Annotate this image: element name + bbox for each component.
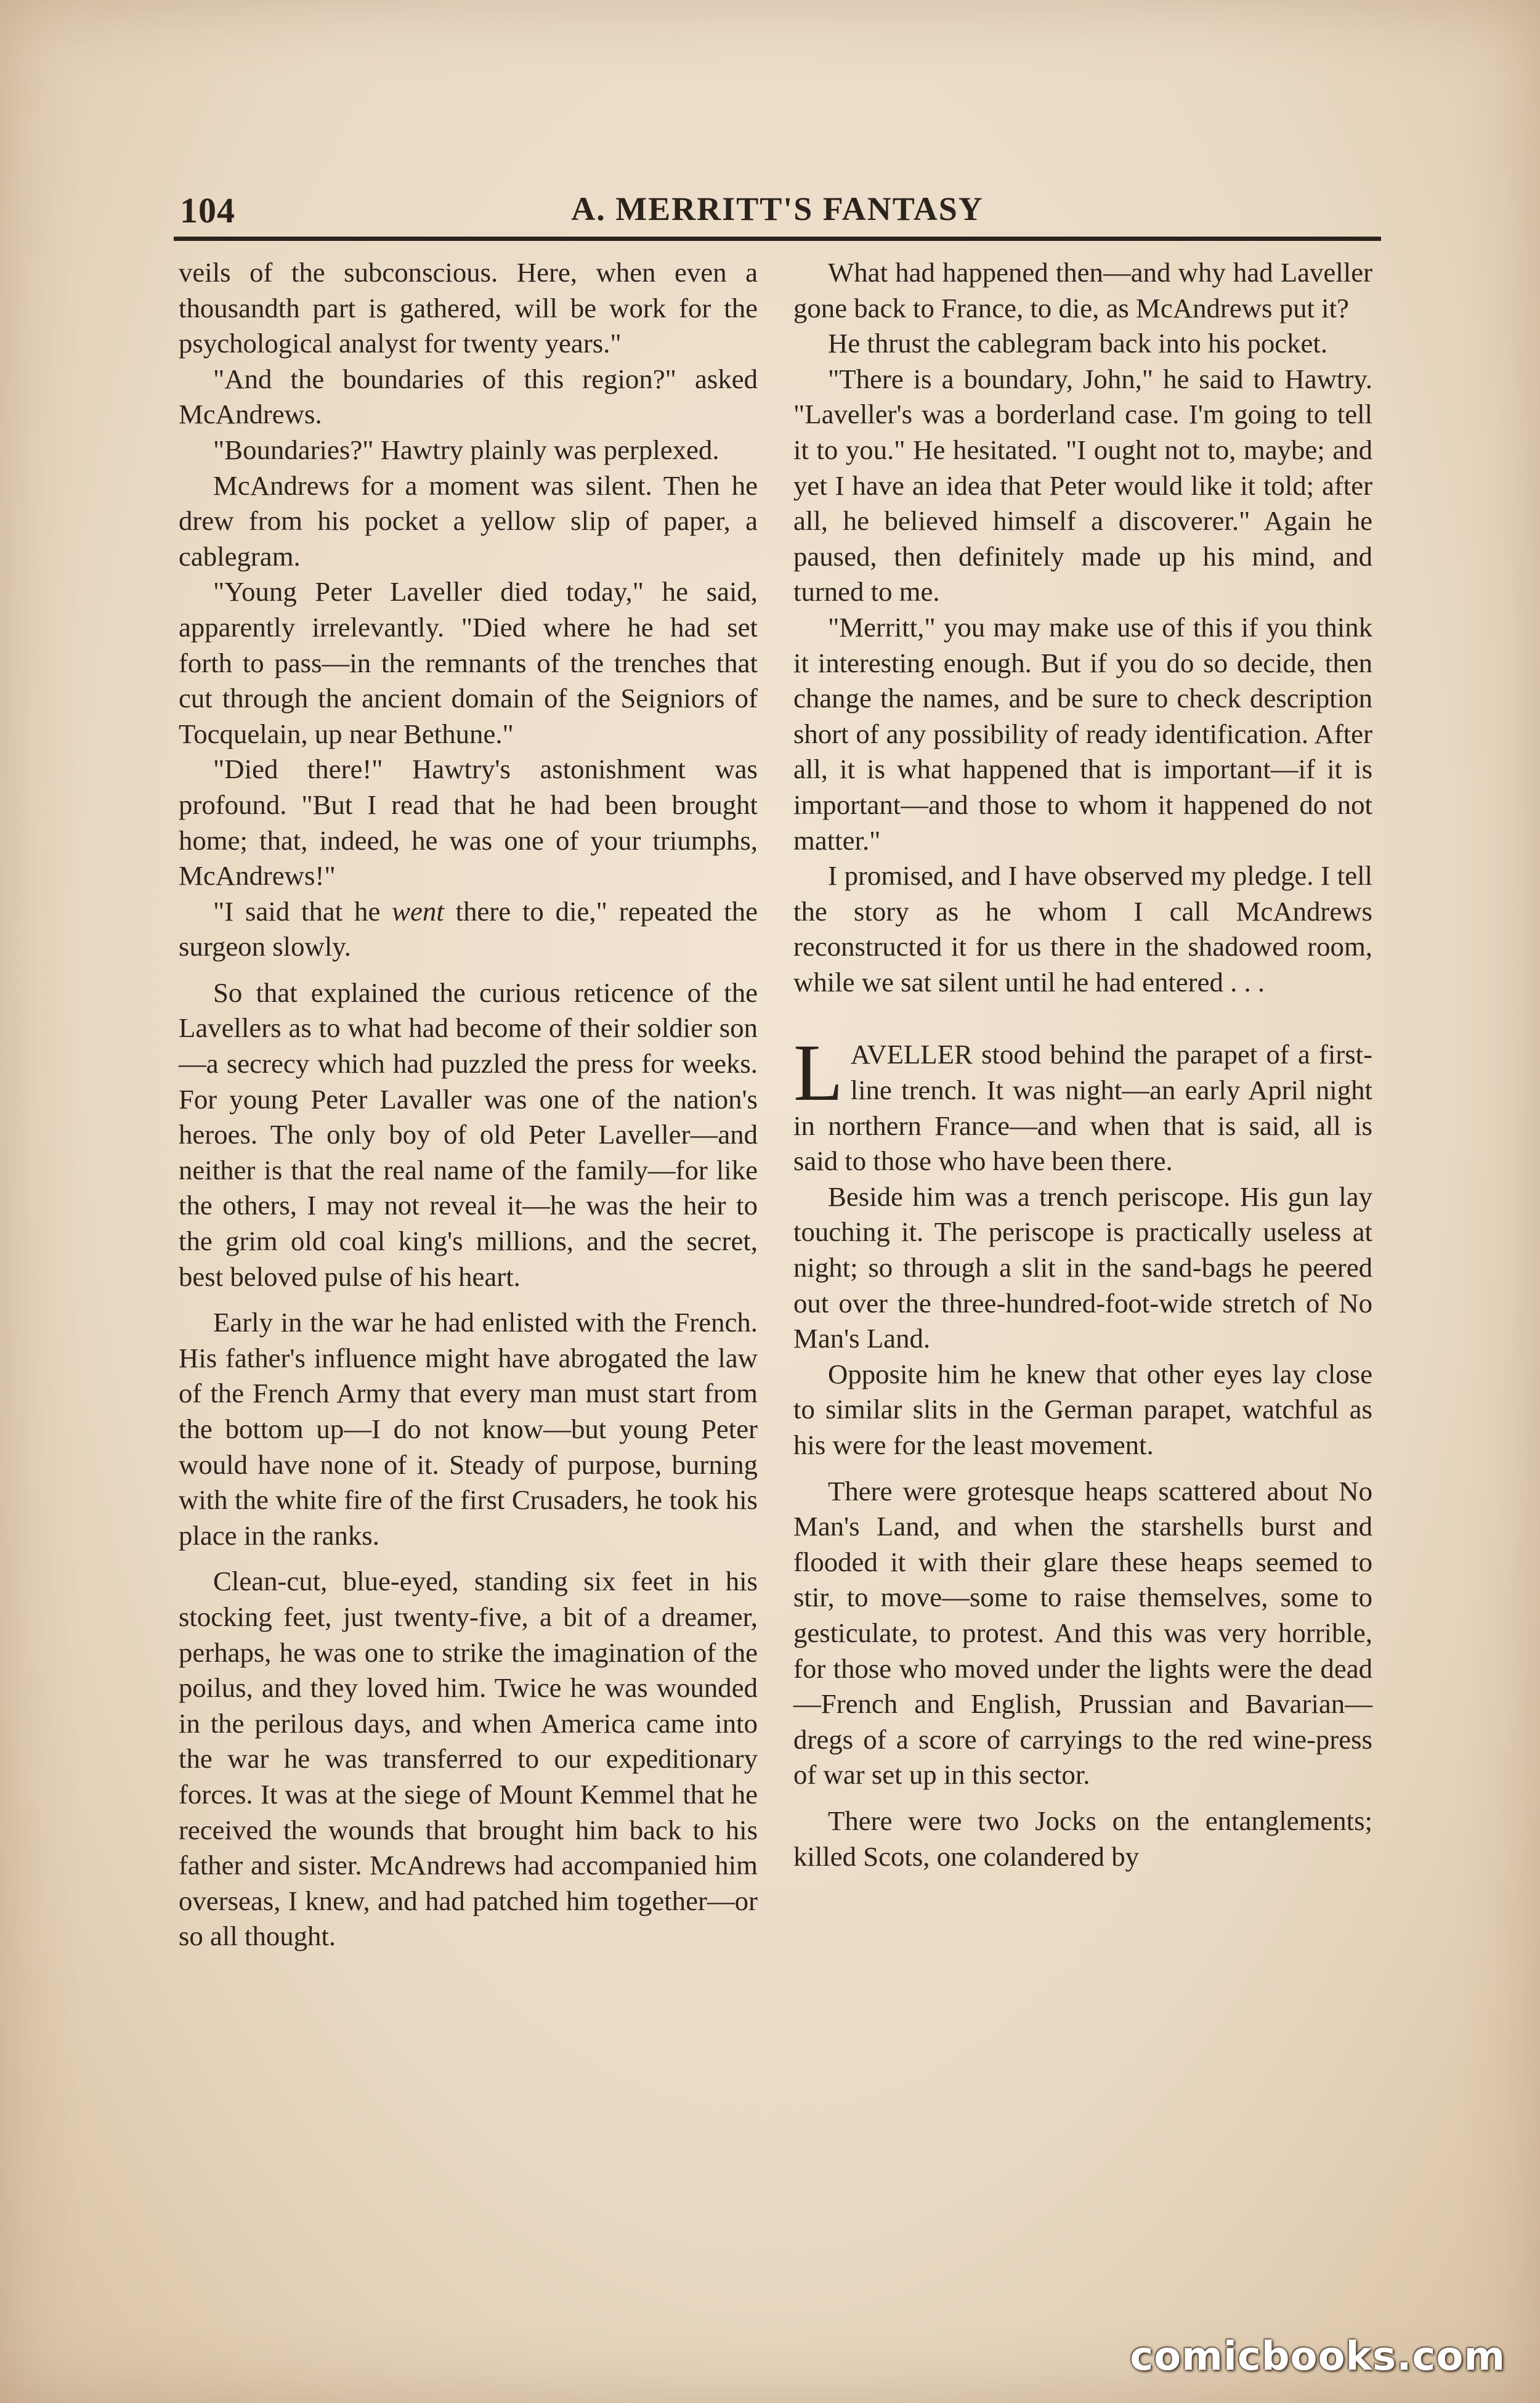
paragraph: So that explained the curious reticence of the Lavellers as to what had become of their soldier son—a secrecy which had puzzled the press for weeks. For young Peter Lavaller was one of the nation's heroes. The only boy of old Peter Laveller—and neither is that the real name of the family—for like the others, I may not reveal it—he was the heir to the grim old coal king's millions, and the secret, best beloved pulse of his heart. [179, 977, 758, 1292]
paragraph: McAndrews for a moment was silent. Then he drew from his pocket a yellow slip of paper, a cablegram. [179, 470, 758, 572]
paragraph: "Young Peter Laveller died today," he said, apparently irrelevantly. "Died where he had set forth to pass—in the remnants of the trenches that cut through the ancient domain of the Seigniors of Tocquelain, up near Bethune." [179, 576, 758, 749]
right-column [793, 255, 1372, 1874]
paragraph: Beside him was a trench periscope. His gun lay touching it. The periscope is practically useless at night; so through a slit in the sand-bags he peered out over the three-hundred-foot-wide stretch of No Man's Land. [793, 1181, 1372, 1354]
paragraph: Early in the war he had enlisted with the French. His father's influence might have abrogated the law of the French Army that every man must start from the bottom up—I do not know—but young Peter would have none of it. Steady of purpose, burning with the white fire of the first Crusaders, he took his place in the ranks. [179, 1307, 758, 1551]
paragraph: "And the boundaries of this region?" asked McAndrews. [179, 363, 758, 430]
paragraph: "There is a boundary, John," he said to Hawtry. "Laveller's was a borderland case. I'm going to tell it to you." He hesitated. "I ought not to, maybe; and yet I have an idea that Peter would like it told; after all, he believed himself a discoverer." Again he paused, then definitely made up his mind, and turned to me. [793, 363, 1372, 608]
drop-cap: L [793, 1027, 843, 1118]
text-run: there to die," repeated the surgeon slowly. [179, 895, 758, 962]
running-head: A. MERRITT'S FANTASY [571, 190, 984, 227]
paragraph [179, 894, 758, 965]
section-opening-paragraph [793, 1027, 1372, 1179]
page-number: 104 [180, 190, 235, 230]
page-header [174, 190, 1381, 239]
left-column [179, 255, 758, 1954]
paragraph: What had happened then—and why had Laveller gone back to France, to die, as McAndrews put it? [793, 257, 1372, 323]
paragraph: There were two Jocks on the entanglements; killed Scots, one colandered by [793, 1805, 1372, 1872]
paragraph: veils of the subconscious. Here, when even a thousandth part is gathered, will be work for the psychological analyst for twenty years." [179, 257, 758, 359]
paragraph: Opposite him he knew that other eyes lay close to similar slits in the German parapet, watchful as his were for the least movement. [793, 1358, 1372, 1460]
italic-word: went [392, 895, 444, 927]
paragraph: There were grotesque heaps scattered about No Man's Land, and when the starshells burst and flooded it with their glare these heaps seemed to stir, to move—some to raise themselves, some to gesticulate, to protest. And this was very horrible, for those who moved under the lights were the dead—French and English, Prussian and Bavarian—dregs of a score of carryings to the red wine-press of war set up in this sector. [793, 1475, 1372, 1791]
paragraph: "Merritt," you may make use of this if you think it interesting enough. But if you do so decide, then change the names, and be sure to check description short of any possibility of ready identification. After all, it is what happened that is important—if it is important—and those to whom it happened do not matter." [793, 611, 1372, 856]
header-rule [174, 237, 1381, 241]
text-run: "I said that he [213, 895, 392, 927]
paragraph: "Boundaries?" Hawtry plainly was perplexed. [213, 434, 719, 465]
paragraph: "Died there!" Hawtry's astonishment was profound. "But I read that he had been brought home; that, indeed, he was one of your triumphs, McAndrews!" [179, 754, 758, 892]
paragraph: Clean-cut, blue-eyed, standing six feet in his stocking feet, just twenty-five, a bit of a dreamer, perhaps, he was one to strike the imagination of the poilus, and they loved him. Twice he was wounded in the perilous days, and when America came into the war he was transferred to our expeditionary forces. It was at the siege of Mount Kemmel that he received the wounds that brought him back to his father and sister. McAndrews had accompanied him overseas, I knew, and had patched him together—or so all thought. [179, 1566, 758, 1952]
text-run: AVELLER stood behind the parapet of a first-line trench. It was night—an early April night in northern France—and when that is said, all is said to those who have been there. [793, 1039, 1372, 1177]
watermark: comicbooks.com [1130, 2334, 1506, 2380]
paragraph: He thrust the cablegram back into his pocket. [828, 328, 1328, 359]
paragraph: I promised, and I have observed my pledge. I tell the story as he whom I call McAndrews reconstructed it for us there in the shadowed room, while we sat silent until he had entered . . . [793, 860, 1372, 998]
